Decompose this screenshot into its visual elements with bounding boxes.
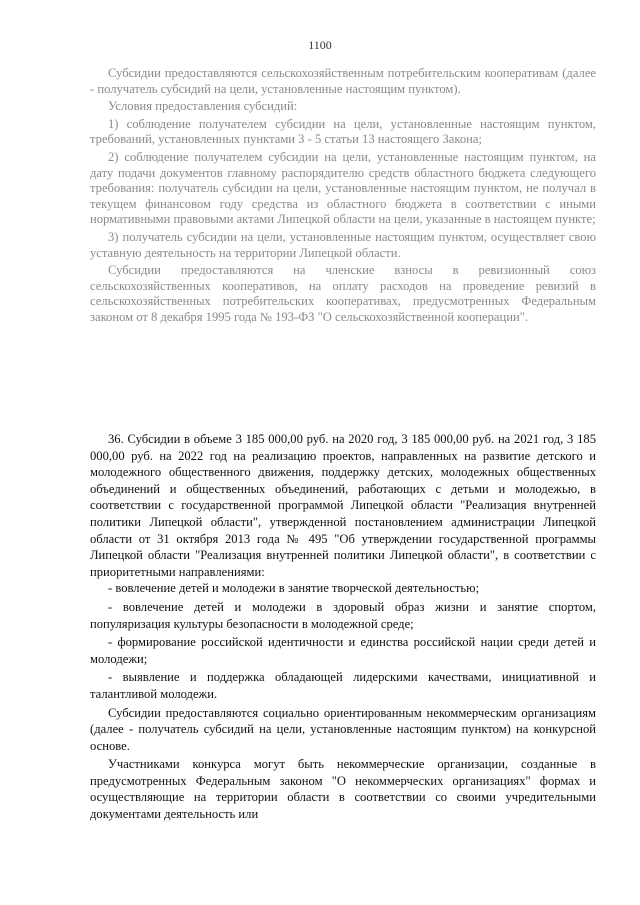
list-item: - выявление и поддержка обладающей лидерскими качествами, инициативной и талантливой молодежи.: [90, 670, 596, 701]
paragraph: Условия предоставления субсидий:: [108, 99, 298, 114]
paragraph: 3) получатель субсидии на цели, установленные настоящим пунктом, осуществляет свою уставную деятельность на территории Липецкой области.: [90, 229, 596, 260]
paragraph: 36. Субсидии в объеме 3 185 000,00 руб. на 2020 год, 3 185 000,00 руб. на 2021 год, 3 185 000,00 руб. на 2022 год на реализацию проектов, направленных на развитие детского и молодежного общественного движения, поддержку детских, молодежных общественных объединений и общественных объединений, работающих с детьми и молодежью, в соответствии с государственной программой Липецкой области "Реализация внутренней политики Липецкой области", утвержденной постановлением администрации Липецкой области от 31 октября 2013 года № 495 "Об утверждении государственной программы Липецкой области "Реализация внутренней политики Липецкой области", в соответствии с приоритетными направлениями:: [90, 432, 596, 579]
paragraph: Субсидии предоставляются на членские взносы в ревизионный союз сельскохозяйственных кооперативов, на оплату расходов на проведение ревизий в сельскохозяйственных потребительских кооперативах, предусмотренных Федеральным законом от 8 декабря 1995 года № 193-ФЗ "О сельскохозяйственной кооперации".: [90, 263, 596, 324]
paragraph: Субсидии предоставляются сельскохозяйственным потребительским кооперативам (далее - получатель субсидий на цели, установленные настоящим пунктом).: [90, 66, 596, 96]
list-item: - вовлечение детей и молодежи в занятие творческой деятельностью;: [108, 581, 480, 596]
faded-text-block: [90, 66, 596, 326]
page-number: 1100: [308, 38, 332, 52]
paragraph: Субсидии предоставляются социально ориентированным некоммерческим организациям (далее - получатель субсидий на цели, установленные настоящим пунктом) на конкурсной основе.: [90, 705, 596, 753]
list-item: - вовлечение детей и молодежи в здоровый образ жизни и занятие спортом, популяризация культуры безопасности в молодежной среде;: [90, 599, 596, 631]
paragraph: 2) соблюдение получателем субсидии на цели, установленные настоящим пунктом, на дату подачи документов главному распорядителю средств областного бюджета следующего требования: получатель субсидии на цели, установленные настоящим пунктом, не получал в текущем финансовом году средства из областного бюджета в соответствии с иными нормативными правовыми актами Липецкой области на цели, указанные в настоящем пункте;: [90, 149, 596, 227]
paragraph: Участниками конкурса могут быть некоммерческие организации, созданные в предусмотренных Федеральным законом "О некоммерческих организациях" формах и осуществляющие на территории области в соответствии со своими учредительными документами деятельность или: [90, 757, 596, 822]
paragraph: 1) соблюдение получателем субсидии на цели, установленные настоящим пунктом, требований, установленных пунктами 3 - 5 статьи 13 настоящего Закона;: [90, 116, 596, 147]
main-text-block: [90, 431, 596, 823]
list-item: - формирование российской идентичности и единства российской нации среди детей и молодежи;: [90, 635, 596, 666]
